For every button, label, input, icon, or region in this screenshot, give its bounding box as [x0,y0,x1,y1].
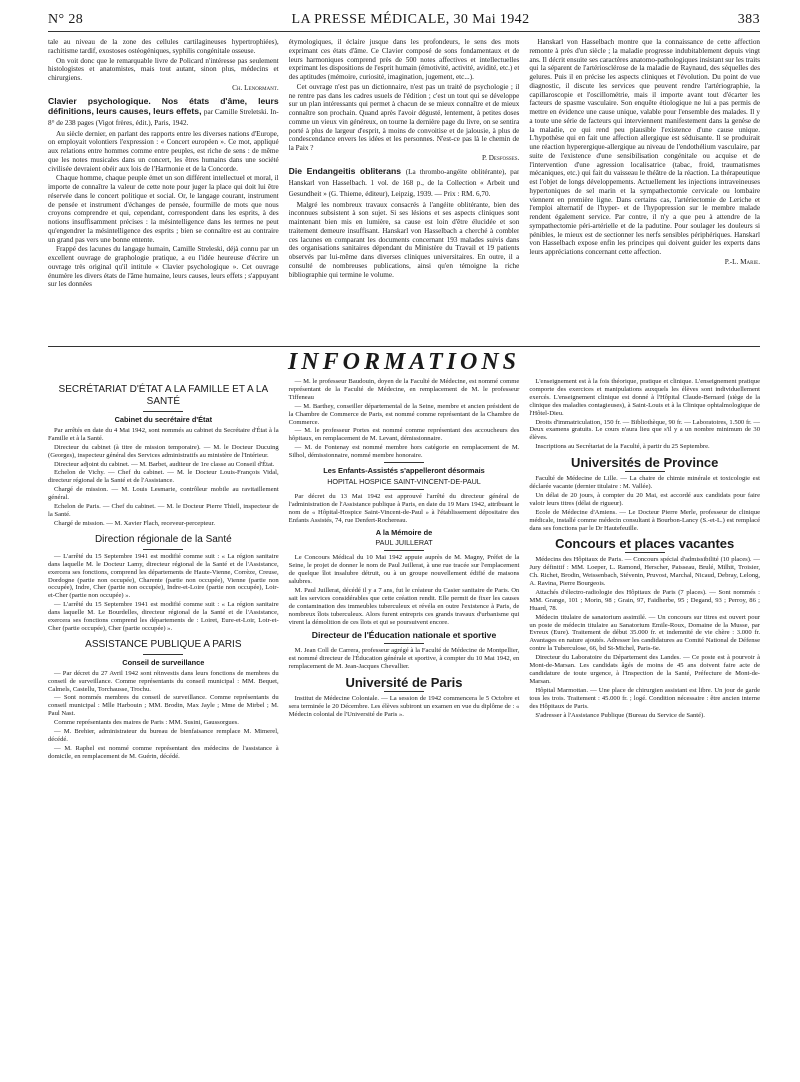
paragraph: L'enseignement est à la fois théorique, pratique et clinique. L'enseignement pratique comporte des exercices et manipulations auxquels les élèves sont individuellement exercés. L'enseignement clinique est donné à l'Hôpital Claude-Bernard (siège de la clinique des maladies contagieuses), à Saint-Louis et à la Clinique ophtalmologique de l'Hôtel-Dieu. [529,378,761,417]
paragraph: étymologiques, il éclaire jusque dans les profondeurs, le sens des mots exprimant ces états d'âme. Ce Clavier composé de sons fondamentaux et de leurs harmoniques comprend près de 500 notes affectives et intellectuelles exprimant les dispositions de l'esprit humain (émotivité, activité, avidité, etc.) et des aptitudes (mémoire, curiosité, imagination, jugement, etc...). [288,38,520,81]
info-column-1 [48,378,279,762]
paragraph: Directeur du Laboratoire du Département des Landes. — Ce poste est à pourvoir à Mont-de-Marsan. Les candidats âgés de moins de 45 ans doivent faire acte de candidature de toute urgence, à l'Inspection de la Santé, Préfecture de Mont-de-Marsan. [529,654,761,685]
paragraph: Frappé des lacunes du langage humain, Camille Streleski, déjà connu par un excellent ouvrage de graphologie pratique, a eu l'idée heureuse d'écrire un ouvrage très original qu'il intitule « Clavier psychologique ». Cet ouvrage énumère les divers états de l'âme humaine, leurs causes, leurs effets ; s'appuyant sur les données [48,245,279,289]
paragraph: Médecins des Hôpitaux de Paris. — Concours spécial d'admissibilité (10 places). — Jury définitif : MM. Loeper, L. Ramond, Herscher, Paisseau, Brulé, Milhit, Troisier, Ch. Richet, Brodin, Weissenbach, Stévenin, Pruvost, Marchal, Nicaud, Debray, Lelong, A. Ravina, Pierre Bourgeois. [529,556,761,588]
paragraph: Directeur du cabinet (à titre de mission temporaire). — M. le Docteur Ducuing (Georges), inspecteur général des Services administratifs au ministère de l'Intérieur. [48,443,279,459]
paragraph: — Par décret du 27 Avril 1942 sont réinvestis dans leurs fonctions de membres du conseil de surveillance. Comme représentants du conseil municipal : MM. Bequet, Calmels, Castellu, Torchausse, Trochu. [48,669,279,693]
publication-title: LA PRESSE MÉDICALE, 30 Mai 1942 [291,12,530,27]
paragraph: Echelon de Vichy. — Chef du cabinet. — M. le Docteur Louis-François Vidal, directeur régional de la Santé et de l'Assistance. [48,469,279,485]
section-divider [48,346,760,347]
paragraph: — Sont nommés membres du conseil de surveillance. Comme représentants du conseil municipal : Mlle Harbouin ; MM. Brodin, Max Jayle ; Mme de Mirbel ; M. Paul Nast. [48,694,279,718]
informations-section [48,378,760,762]
paragraph: — M. Raphel est nommé comme représentant des médecins de l'assistance à domicile, en remplacement de M. Guérin, décédé. [48,744,279,760]
page-number: 383 [737,12,760,27]
paragraph: — L'arrêté du 15 Septembre 1941 est modifié comme suit : « La région sanitaire dans laquelle M. Le Bourdelles, directeur régional de la Santé et de l'Assistance, exercera ses fonctions comprend les départements de : Loiret, Eure-et-Loir, Loir-et-Cher (partie occupée), Cher (partie occupée) ». [48,601,279,632]
review-details: par Camille Streletski. In-8° de 238 pages (Vigot frères, édit.), Paris, 1942. [48,107,279,127]
signature: Ch. Lenormant. [232,83,279,92]
review-column-1 [48,38,279,338]
book-reviews-section [48,38,760,338]
paragraph: M. Jean Coll de Carrera, professeur agrégé à la Faculté de Médecine de Montpellier, est nommé directeur de l'Éducation générale et sportive, à compter du 10 Mai 1942, en remplacement de M. Jean-Jacques Chevallier. [288,647,520,671]
subsection-heading: Conseil de surveillance [122,657,205,667]
paragraph: Cet ouvrage n'est pas un dictionnaire, n'est pas un traité de psychologie ; il ne rentre pas dans les cadres usuels de l'édition ; c'est un tout qui se développe sur un plan intéressants qui permet à chacun de se mieux connaître et de mieux connaître son prochain. Quand après l'avoir dégusté, lentement, à petites doses comme un vieux vin généreux, on tourne la dernière page du livre, on se sentira porté à plus de largeur d'esprit, à moins de convoitise et de jalousie, à plus de condescendance envers les idées et les personnes. N'est-ce pas là le chemin de la Paix ? [288,82,520,152]
informations-heading: INFORMATIONS [287,349,521,375]
subsection-heading: Cabinet du secrétaire d'État [114,415,213,424]
paragraph: Chargé de mission. — M. Xavier Flach, receveur-percepteur. [54,519,216,527]
paragraph: — M. le professeur Baudouin, doyen de la Faculté de Médecine, est nommé comme représentant de la Faculté de Médecine, en remplacement de M. le professeur Tiffeneau [288,378,520,401]
paragraph: Institut de Médecine Coloniale. — La session de 1942 commencera le 5 Octobre et sera terminée le 20 Décembre. Les élèves subiront un examen en vue du diplôme de : « Médecin colonial de l'Université de Paris ». [288,695,520,718]
paragraph: Chaque homme, chaque peuple émet un son différent intellectuel et moral, il importe de connaître la valeur de cette note pour juger la place qui doit lui être réservée dans le concert politique et social. Or, le langage courant, instrument de pensée et instrument d'échanges de pensée, fourmille de mots que nous croyons comprendre et qui, cependant, correspondent dans les esprits, à des notions insuffisamment précises : la mésintelligence dans les termes ne peut qu'engendrer la mésintelligence des esprits ; bien se connaître est au contraire un grand pas vers une bonne entente. [48,174,279,244]
paragraph: Médecin titulaire de sanatorium assimilé. — Un concours sur titres est ouvert pour un poste de médecin titulaire au Sanatorium Emile-Roux, Domaine de la Musse, par Evreux (Eure). Traitement de début 35.000 fr. et indemnité de vie chère : 3.000 fr. Avantages en nature ajoutés. Adresser les candidatures au Comité National de Défense contre la Tuberculose, 66, bd St-Michel, Paris-6e. [529,613,761,653]
running-header [48,12,760,32]
paragraph: Faculté de Médecine de Lille. — La chaire de chimie minérale et toxicologie est déclarée vacante (dernier titulaire : M. Vallée). [529,475,761,490]
paragraph: tale au niveau de la zone des cellules cartilagineuses hypertrophiées), rachitisme tardif, exostoses ostéogéniques, syphilis congénitale osseuse. [48,38,279,55]
paragraph: — M. de Fontenay est nommé membre hors catégorie en remplacement de M. Silhol, démissionnaire, nommé membre honoraire. [288,444,520,460]
subsection-heading: A la Mémoire de [375,527,433,537]
review-column-2 [289,38,520,338]
subsection-heading: PAUL JUILLERAT [375,538,433,548]
paragraph: — M. Brehier, administrateur du bureau de bienfaisance remplace M. Mimerel, décédé. [48,728,279,743]
section-heading: Concours et places vacantes [555,536,735,552]
signature: P. Desfosses. [481,153,520,162]
info-column-2 [289,378,520,762]
review-column-3 [529,38,760,338]
paragraph: Chargé de mission. — M. Louis Lesmarie, contrôleur mobile au ravitaillement général. [48,486,279,502]
paragraph: Inscriptions au Secrétariat de la Faculté, à partir du 25 Septembre. [535,443,710,451]
paragraph: Le Concours Médical du 10 Mai 1942 appuie auprès de M. Magny, Préfet de la Seine, le projet de donner le nom de Paul Juillerat, à une rue tracée sur l'emplacement de quelque îlot insalubre détruit, ou à un groupe nouvellement édifié de maisons salubres. [288,554,520,586]
paragraph: Par arrêtés en date du 4 Mai 1942, sont nommés au cabinet du Secrétaire d'État à la Famille et à la Santé. [48,426,279,442]
paragraph: M. Paul Juillerat, décédé il y a 7 ans, fut le créateur du Casier sanitaire de Paris. On sait les services considérables que cette création rendit. Elle permit de fixer les causes de contamination des immeubles tuberculeux et révéla en outre l'existence à Paris, de nombreux îlots tuberculeux. Alors furent entrepris ces grands travaux d'urbanisme qui virent la démolition de ces îlots et qui se poursuivent encore. [288,586,520,626]
paragraph: Au siècle dernier, en parlant des rapports entre les diverses nations d'Europe, on employait volontiers l'expression : « Concert européen ». Ce mot, appliqué aux relations entre hommes comme entre peuples, est riche de sens : de même que les notes musicales dans un concert, les êtres humains dans une société civilisée devraient obéir aux lois de l'Harmonie et de la Concorde. [48,129,279,173]
paragraph: Par décret du 13 Mai 1942 est approuvé l'arrêté du directeur général de l'administration de l'Assistance publique à Paris, en date du 19 Mars 1942, attribuant le nom de « Hôpital-Hospice Saint-Vincent-de-Paul » à l'établissement dépositaire des Enfants Assistés, 74, rue Denfert-Rochereau. [288,492,520,524]
subsection-heading: Directeur de l'Éducation nationale et sportive [311,630,497,641]
section-heading: Universités de Province [570,455,719,471]
paragraph: S'adresser à l'Assistance Publique (Bureau du Service de Santé). [535,711,705,719]
issue-number: N° 28 [48,12,84,27]
review-title: Clavier psychologique. Nos états d'âme, leurs définitions, leurs causes, leurs effets, par Camille Streletski. In-8° de 238 pages (Vigot frères, édit.), Paris, 1942. [48,95,279,127]
subsection-heading: HOPITAL HOSPICE SAINT-VINCENT-DE-PAUL [327,476,481,486]
paragraph: Malgré les nombreux travaux consacrés à l'angéite oblitérante, bien des inconnues subsistent à son sujet. Si ses lésions et ses aspects cliniques sont maintenant bien mis en lumière, sa cause est loin d'être élucidée et son traitement demeure insuffisant. Hanskarl von Hasselbach a cherché à combler ces lacunes en comparant les documents concernant 193 malades suivis dans des organisations sanitaires dépendant du Ministère du Travail et 19 patients observés par lui-même dans diverses cliniques universitaires. En outre, il a consulté de nombreuses publications, ainsi qu'en témoigne la riche bibliographie qui termine le volume. [288,200,520,279]
paragraph: Ecole de Médecine d'Amiens. — Le Docteur Pierre Merle, professeur de clinique médicale, installé comme médecin consultant à Bourbon-Lancy (S.-et-L.) est remplacé dans ses fonctions par le Dr Hautefeuille. [529,508,761,532]
section-heading: ASSISTANCE PUBLIQUE A PARIS [85,638,242,650]
info-column-3 [529,378,760,762]
paragraph: Droits d'immatriculation, 150 fr. — Bibliothèque, 90 fr. — Laboratoires, 1.500 fr. — Deux examens gratuits. Le cours n'aura lieu que s'il y a un nombre minimum de 30 élèves. [529,418,761,442]
paragraph: — M. le professeur Portes est nommé comme représentant des accoucheurs des hôpitaux, en remplacement de M. Levant, démissionnaire. [288,427,520,443]
paragraph: On voit donc que le remarquable livre de Policard n'intéresse pas seulement histologistes et anatomistes, mais tout autant, sinon plus, médecins et chirurgiens. [48,56,279,82]
paragraph: Hanskarl von Hasselbach montre que la connaissance de cette affection remonte à près d'un siècle ; la maladie progresse indubitablement depuis vingt ans. Il décrit ensuite ses caractères anatomo-pathologiques insistant sur les traits qui la séparent de l'artériosclérose de la maladie de Raynaud, des séquelles des gelures. Puis il en précise les aspects cliniques et l'évolution. Du point de vue diagnostic, il discute les services que peuvent rendre l'artériographie, la capillaroscopie et l'oscillométrie, mais il importe avant tout d'écarter les facteurs de spasme vasculaire. Son enquête étiologique ne lui a pas permis de mettre en évidence une cause unique, valable pour l'ensemble des malades. Il y a toute une série de facteurs qui interviennent manifestement dans la genèse de la maladie, ce qui rend peu plausible l'existence d'une cause unique. L'hypothèse qui en fait une affection allergique est séduisante. Il se produirait une réaction hyperergique-allergique au niveau de l'endothélium vasculaire, par suite de l'existence d'une sensibilisation congénitale ou acquise et de l'intervention d'une agression localisatrice (tabac, froid, traumatismes mécaniques, etc.) qui fait du vaisseau le théâtre de la réaction. La thérapeutique est l'objet de longs développements. Actuellement les injections intraveineuses hypertoniques de sel marin et la sympathectomie cervicale ou lombaire viennent en première ligne. Dans certains cas, l'artériectomie de Leriche et l'emploi alternatif de l'hyper- et de l'hypopression sur le membre malade rendent également service. Par contre, il n'y a que peu à attendre de la sympathectomie péri-artérielle et de la padutine. Pour soulager les douleurs si pénibles, le mieux est de sectionner les nerfs sensibles périphériques. Hanskarl von Hasselbach expose enfin les principes qui doivent guider les experts dans leurs appréciations concernant cette affection. [529,38,761,256]
paragraph: Directeur adjoint du cabinet. — M. Barbet, auditeur de 1re classe au Conseil d'État. [54,460,275,468]
review-title: Die Endangeitis obliterans (La thrombo-angéite oblitérante), par Hanskarl von Hasselbach. 1 vol. de 168 p., de la Collection « Arbeit und Gesundheit » (G. Thieme, éditeur), Leipzig, 1939. — Prix : RM. 6,70. [288,165,520,198]
paragraph: Un délai de 20 jours, à compter du 20 Mai, est accordé aux candidats pour faire valoir leurs titres (délai de rigueur). [529,491,761,507]
paragraph: Hôpital Marmottan. — Une place de chirurgien assistant est libre. Un jour de garde tous les trois. Traitement : 45.000 fr. ; logé. Condition nécessaire : être ancien interne des Hôpitaux de Paris. [529,686,761,710]
paragraph: Echelon de Paris. — Chef du cabinet. — M. le Docteur Pierre Thiell, inspecteur de la Santé. [48,503,279,518]
signature: P.-L. Marie. [724,257,761,266]
section-heading: Direction régionale de la Santé [94,533,232,545]
paragraph: Attachés d'électro-radiologie des Hôpitaux de Paris (7 places). — Sont nommés : MM. Grange, 101 ; Morin, 98 ; Grain, 97, Faidherbe, 95 ; Degand, 93 ; Perroy, 86 ; Huard, 78. [529,588,761,612]
section-heading: Université de Paris [345,675,463,691]
paragraph: Comme représentants des maires de Paris : MM. Susini, Gaussorgues. [54,719,239,727]
subsection-heading: Les Enfants-Assistés s'appelleront désormais [323,466,485,476]
paragraph: — L'arrêté du 15 Septembre 1941 est modifié comme suit : « La région sanitaire dans laquelle M. le Docteur Lamy, directeur régional de la Santé et de l'Assistance, exercera ses fonctions, comprend les départements de Haute-Vienne, Corrèze, Creuse, Dordogne (partie non occupée), Charente (partie non occupée), Vienne (partie non occupée), Indre, Cher (partie non occupée), Indre-et-Loire (partie non occupée), Loir-et-Cher (partie non occupée) ». [48,552,279,600]
section-heading: SECRÉTARIAT D'ÉTAT A LA FAMILLE ET A LA SANTÉ [58,384,269,407]
paragraph: — M. Barthey, conseiller départemental de la Seine, membre et ancien président de la Chambre de Commerce de Paris, est nommé comme représentant de la Chambre de Commerce. [288,402,520,426]
review-details: (La thrombo-angéite oblitérante), par Hanskarl von Hasselbach. 1 vol. de 168 p., de la Collection « Arbeit und Gesundheit » (G. Thieme, éditeur), Leipzig, 1939. — Prix : RM. 6,70. [288,167,520,198]
